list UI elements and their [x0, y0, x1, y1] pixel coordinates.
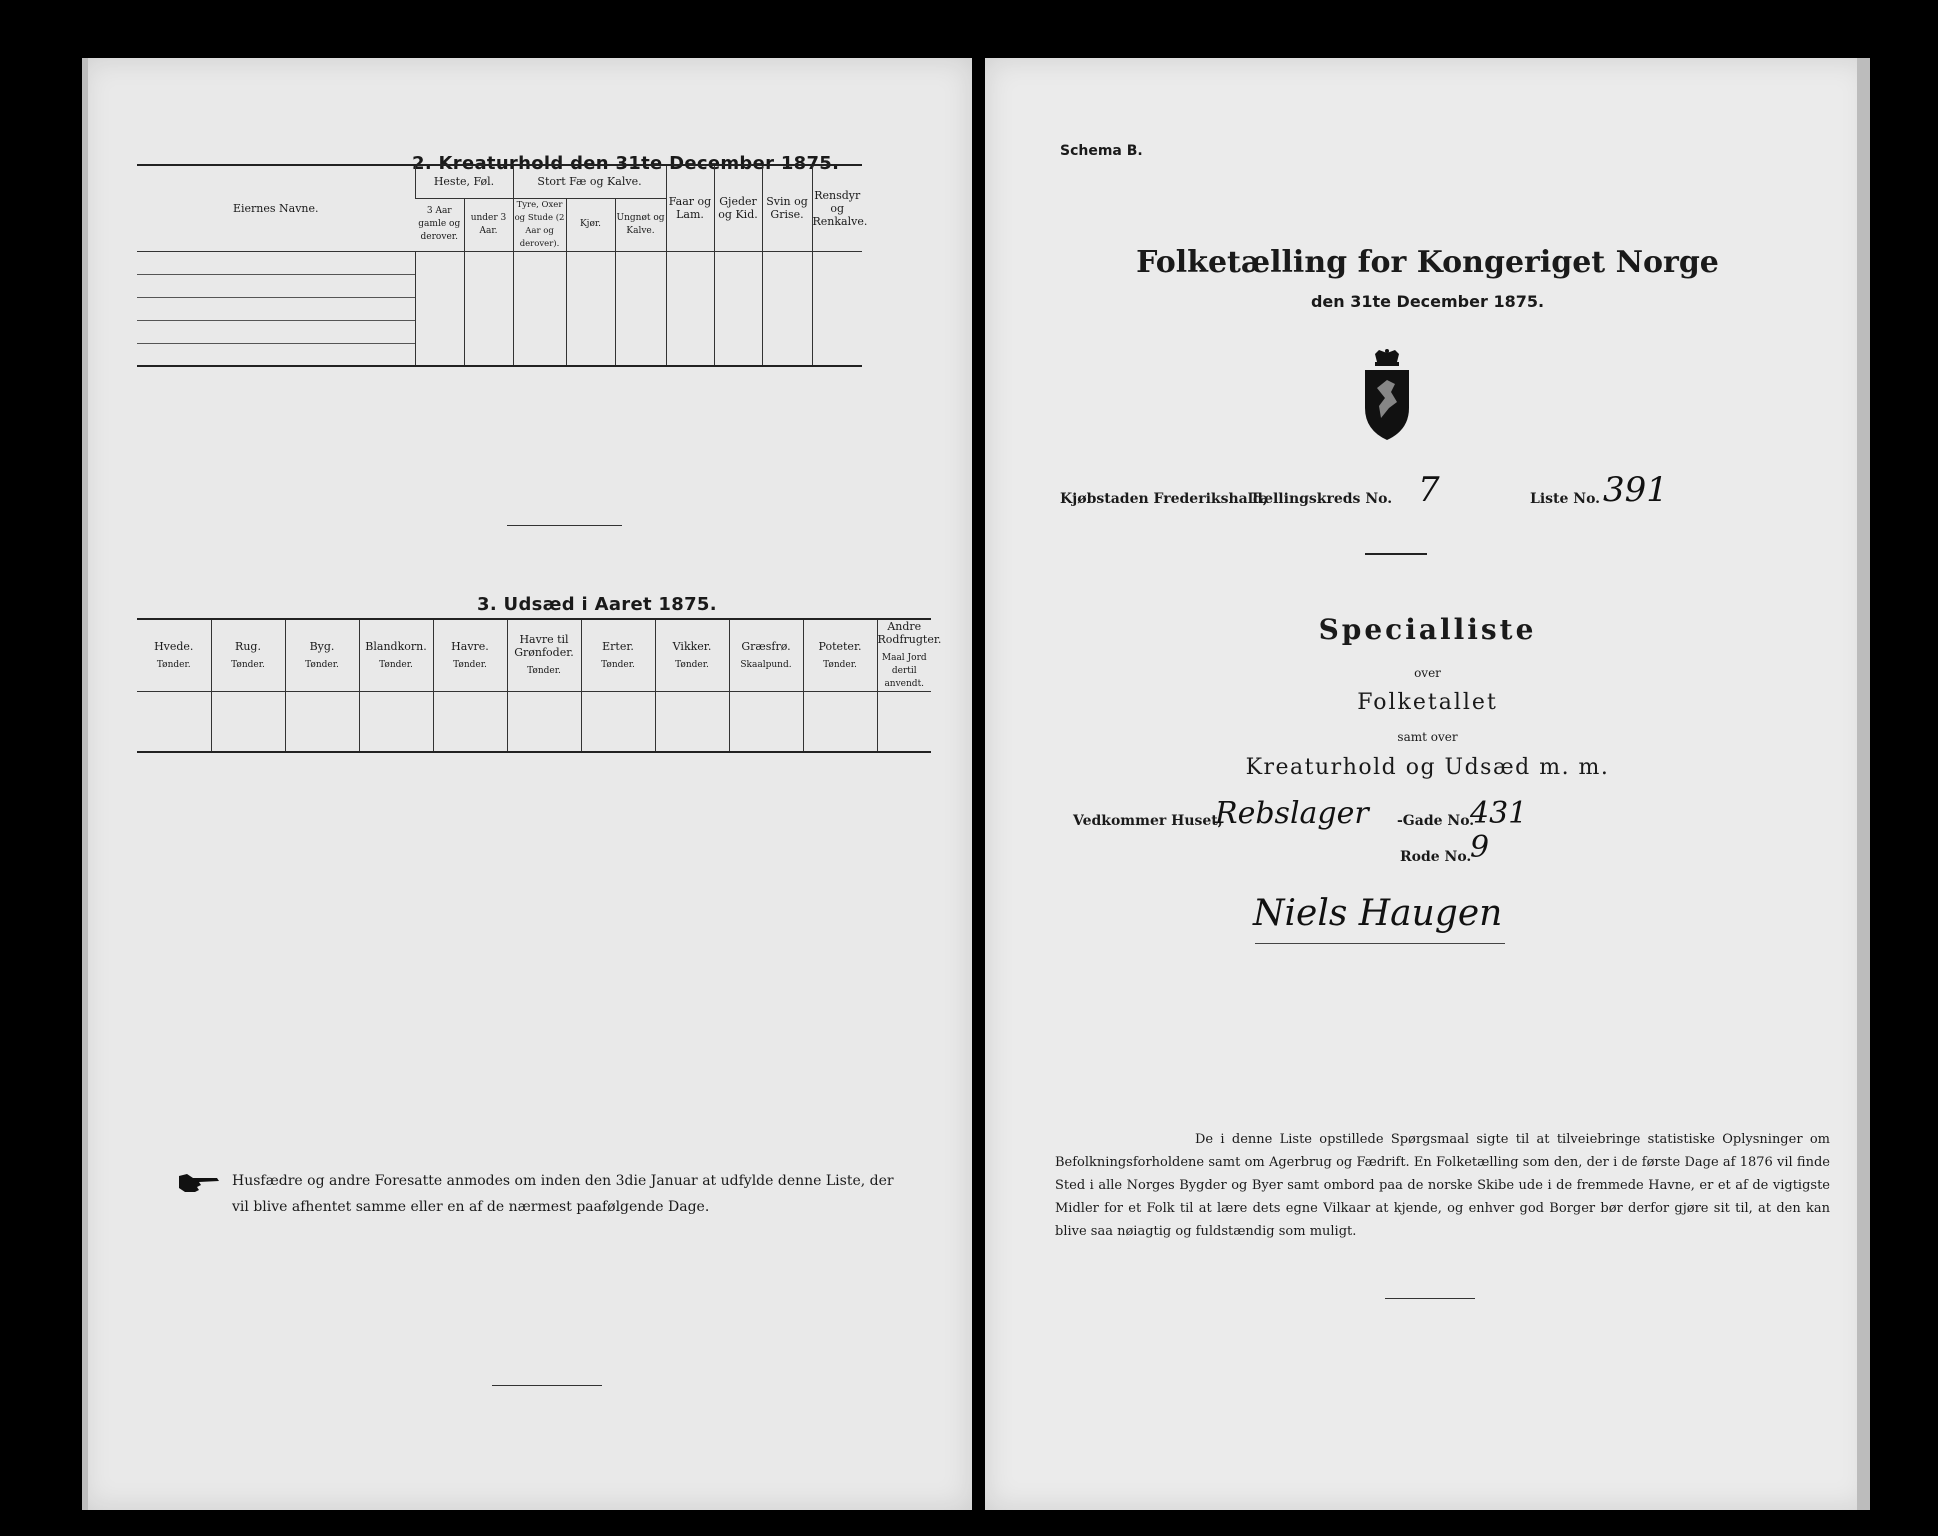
district-label: Tællingskreds No.	[1250, 491, 1393, 507]
owner-name-header: Eiernes Navne.	[137, 165, 415, 251]
list-number: 391	[1603, 470, 1668, 510]
page-edge	[1857, 58, 1870, 1510]
seed-column-header	[359, 619, 433, 692]
folketallet-label: Folketallet	[1357, 690, 1498, 715]
seed-column-name: Vikker.	[672, 639, 712, 653]
date-line: den 31te December 1875.	[1310, 292, 1545, 311]
seed-column-header	[581, 619, 655, 692]
seed-column-name: Rug.	[235, 639, 261, 653]
horses-young-header: under 3 Aar.	[464, 198, 513, 251]
livestock-table	[137, 164, 868, 367]
samt-over-label: samt over	[1397, 730, 1458, 744]
sheep-header: Faar og Lam.	[666, 165, 714, 251]
bulls-header: Tyre, Oxer og Stude (2 Aar og derover).	[513, 198, 566, 251]
seed-value-cell	[285, 692, 359, 752]
seed-table	[137, 618, 942, 753]
seed-column-unit: Tønder.	[601, 659, 635, 670]
bleed-through-text	[112, 98, 182, 918]
cattle-header: Stort Fæ og Kalve.	[513, 165, 666, 198]
seed-column-unit: Tønder.	[156, 659, 191, 670]
seed-column-header	[211, 619, 285, 692]
seed-column-name: Byg.	[309, 639, 335, 653]
rode-label: Rode No.	[1400, 849, 1472, 865]
kreaturhold-label: Kreaturhold og Udsæd m. m.	[1245, 755, 1610, 780]
specialliste-title: Specialliste	[1318, 613, 1537, 646]
seed-column-header	[655, 619, 729, 692]
seed-column-unit: Tønder.	[305, 659, 339, 670]
house-label: Vedkommer Huset,	[1073, 813, 1223, 829]
place-label: Kjøbstaden Frederikshald,	[1060, 491, 1268, 507]
rode-number: 9	[1470, 830, 1490, 865]
seed-column-unit: Maal Jord dertil anvendt.	[881, 653, 927, 689]
horses-old-header: 3 Aar gamle og derover.	[415, 198, 464, 251]
seed-value-cell	[211, 692, 285, 752]
signature: Niels Haugen	[1253, 893, 1503, 934]
right-page	[985, 58, 1870, 1510]
pigs-header: Svin og Grise.	[762, 165, 812, 251]
signature-line	[1255, 943, 1505, 944]
seed-column-name: Andre Rodfrugter.	[877, 620, 942, 646]
horses-header: Heste, Føl.	[415, 165, 513, 198]
young-cattle-header: Ungnøt og Kalve.	[615, 198, 666, 251]
explanatory-text: De i denne Liste opstillede Spørgsmaal sigte til at tilveiebringe statistiske Oplysninger om Befolkningsforholdene samt om Agerbrug og Fædrift. En Folketælling som den, der i de første Dage af 1876 vil finde Sted i alle Norges Bygder og Byer samt ombord paa de norske Skibe ude i de fremmede Havne, er et af de vigtigste Midler for et Folk til at lære dets egne Vilkaar at kjende, og enhver god Borger bør derfor gjøre sit til, at den kan blive saa nøiagtig og fuldstændig som muligt.	[1055, 1132, 1830, 1239]
seed-value-cell	[729, 692, 803, 752]
seed-value-cell	[507, 692, 581, 752]
schema-label: Schema B.	[1060, 143, 1143, 159]
district-number: 7	[1418, 470, 1440, 510]
seed-column-name: Havre.	[451, 639, 489, 653]
over-label: over	[1414, 666, 1441, 680]
left-page	[82, 58, 972, 1510]
seed-column-name: Hvede.	[154, 639, 194, 653]
reindeer-header: Rensdyr og Renkalve.	[812, 165, 862, 251]
seed-value-cell	[433, 692, 507, 752]
goats-header: Gjeder og Kid.	[714, 165, 762, 251]
seed-column-name: Græsfrø.	[741, 639, 791, 653]
seed-column-unit: Tønder.	[231, 659, 265, 670]
seed-column-unit: Tønder.	[453, 659, 487, 670]
collection-notice: Husfædre og andre Foresatte anmodes om inden den 3die Januar at udfylde denne Liste, der vil blive afhentet samme eller en af de nærmest paafølgende Dage.	[232, 1173, 894, 1215]
seed-column-unit: Tønder.	[675, 659, 709, 670]
coat-of-arms-icon	[1357, 348, 1417, 443]
list-label: Liste No.	[1530, 491, 1601, 507]
seed-value-cell	[655, 692, 729, 752]
seed-column-name: Poteter.	[818, 639, 862, 653]
seed-column-header	[729, 619, 803, 692]
seed-column-name: Havre til Grønfoder.	[514, 633, 574, 659]
street-number: 431	[1470, 796, 1528, 831]
seed-value-cell	[359, 692, 433, 752]
pointing-hand-icon	[177, 1170, 221, 1196]
main-title: Folketælling for Kongeriget Norge	[1136, 245, 1719, 280]
bottom-rule	[492, 1385, 602, 1386]
seed-column-name: Blandkorn.	[365, 639, 427, 653]
section-3-title: 3. Udsæd i Aaret 1875.	[477, 594, 717, 615]
seed-value-cell	[803, 692, 877, 752]
seed-column-unit: Tønder.	[527, 666, 561, 676]
house-name: Rebslager	[1215, 796, 1369, 831]
seed-value-cell	[581, 692, 655, 752]
seed-column-name: Erter.	[602, 639, 634, 653]
seed-column-unit: Tønder.	[379, 659, 413, 670]
seed-column-header	[877, 619, 942, 692]
seed-column-unit: Tønder.	[823, 659, 857, 670]
seed-column-unit: Skaalpund.	[740, 659, 792, 670]
seed-column-header	[803, 619, 877, 692]
section-2-title: 2. Kreaturhold den 31te December 1875.	[412, 153, 840, 174]
separator-line	[507, 525, 622, 526]
page-edge	[82, 58, 88, 1510]
seed-value-cell	[877, 692, 931, 752]
cows-header: Kjør.	[566, 198, 615, 251]
footer-rule	[1385, 1298, 1475, 1299]
seed-column-header	[433, 619, 507, 692]
separator-line	[1365, 553, 1427, 555]
seed-column-header	[507, 619, 581, 692]
street-label: -Gade No.	[1397, 813, 1475, 829]
seed-column-header	[285, 619, 359, 692]
